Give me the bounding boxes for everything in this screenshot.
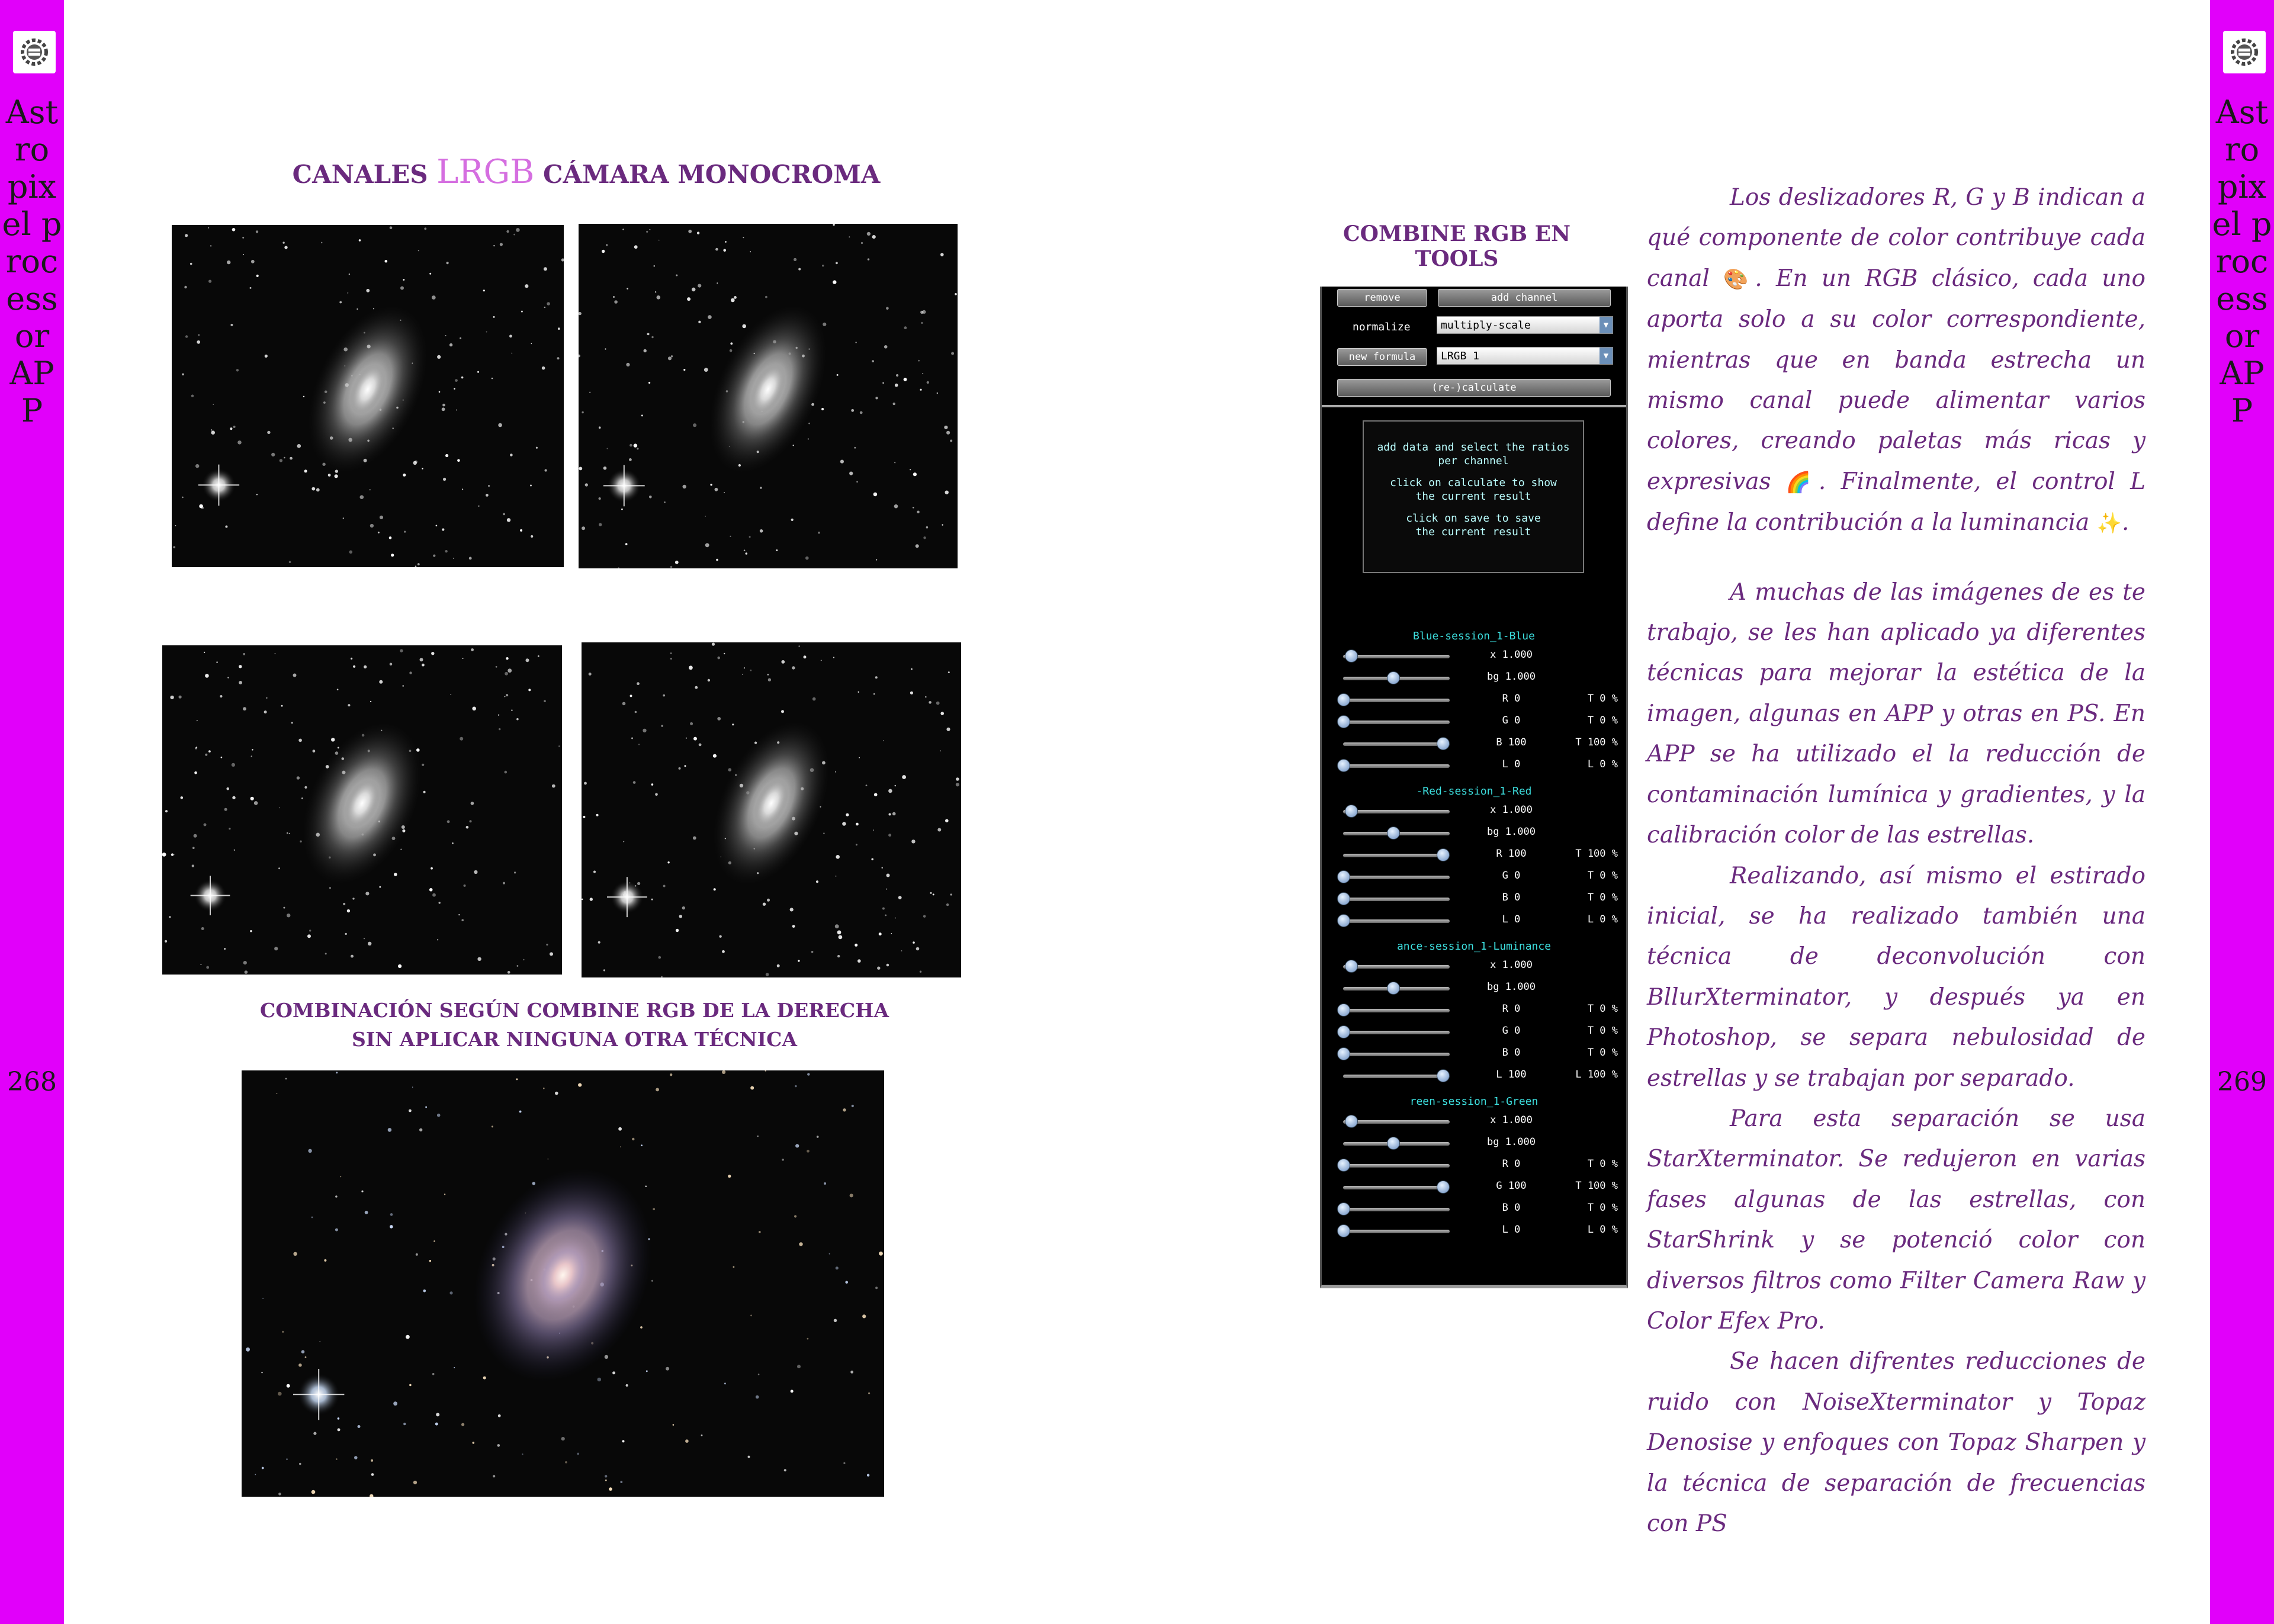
slider-value: bg 1.000 [1487, 1136, 1536, 1148]
slider-total: T 0 % [1587, 715, 1618, 726]
caption-line-2: SIN APLICAR NINGUNA OTRA TÉCNICA [351, 1028, 797, 1051]
normalize-label: normalize [1353, 321, 1411, 333]
left-margin-bar [0, 0, 64, 1624]
normalize-select[interactable] [1437, 316, 1613, 334]
slider-handle[interactable] [1387, 827, 1400, 840]
slider-row [1322, 692, 1626, 708]
galaxy-image-combined [242, 1070, 884, 1497]
slider-handle[interactable] [1345, 1115, 1358, 1128]
remove-button[interactable]: remove [1337, 289, 1427, 307]
slider-handle[interactable] [1337, 1047, 1350, 1060]
slider-value: G 100 [1496, 1180, 1527, 1192]
slider-track[interactable] [1343, 764, 1450, 768]
slider-row [1322, 980, 1626, 996]
slider-value: R 0 [1502, 1158, 1521, 1170]
slider-track[interactable] [1343, 1031, 1450, 1034]
slider-row [1322, 1157, 1626, 1173]
panel-divider [1322, 405, 1626, 407]
right-margin-bar [2210, 0, 2274, 1624]
slider-total: L 0 % [1587, 758, 1618, 770]
slider-row [1322, 1002, 1626, 1018]
page-title-left [225, 153, 948, 191]
slider-value: B 0 [1502, 1047, 1521, 1059]
slider-track[interactable] [1343, 854, 1450, 857]
slider-handle[interactable] [1387, 1137, 1400, 1150]
slider-value: G 0 [1502, 870, 1521, 882]
slider-row [1322, 825, 1626, 841]
slider-total: T 100 % [1575, 848, 1618, 860]
slider-total: T 0 % [1587, 1158, 1618, 1170]
slider-track[interactable] [1343, 1208, 1450, 1211]
chevron-down-icon: ▼ [1599, 317, 1613, 333]
info-line: the current result [1415, 490, 1531, 503]
slider-value: B 100 [1496, 737, 1527, 748]
slider-track[interactable] [1343, 1120, 1450, 1124]
info-line: click on calculate to show [1390, 477, 1557, 489]
slider-track[interactable] [1343, 1075, 1450, 1078]
slider-value: bg 1.000 [1487, 671, 1536, 683]
slider-track[interactable] [1343, 898, 1450, 901]
slider-handle[interactable] [1337, 693, 1350, 706]
new-formula-button[interactable]: new formula [1337, 348, 1427, 366]
para1-text-a: Los deslizadores R, G y B indican a qué componente de color contribuye cada canal [1647, 184, 2145, 292]
slider-handle[interactable] [1337, 892, 1350, 905]
slider-row [1322, 803, 1626, 819]
heading-text-2: CÁMARA MONOCROMA [534, 160, 881, 189]
slider-value: L 0 [1502, 914, 1521, 925]
slider-track[interactable] [1343, 699, 1450, 702]
paragraph-5: Se hacen difrentes reducciones de ruido con NoiseXterminator y Topaz Denosise y enfoques con Topaz Sharpen y la técnica de separación de frecuencias con PS [1647, 1348, 2145, 1537]
galaxy-image-red [579, 224, 958, 568]
slider-total: T 0 % [1587, 892, 1618, 903]
heading-lrgb: LRGB [436, 153, 535, 191]
formula-value: LRGB 1 [1441, 350, 1480, 362]
info-line: click on save to save [1406, 512, 1541, 525]
slider-value: x 1.000 [1490, 649, 1533, 661]
body-text [1647, 178, 2145, 1544]
paragraph-4: Para esta separación se usa StarXterminator. Se redujeron en varias fases algunas de las estrellas, con StarShrink y se potenció color con diversos filtros como Filter Camera Raw y Color Efex Pro. [1647, 1105, 2145, 1334]
page-number-left: 268 [7, 1067, 57, 1097]
paragraph-1 [1647, 178, 2145, 544]
slider-handle[interactable] [1337, 1004, 1350, 1017]
slider-row [1322, 735, 1626, 752]
info-line: add data and select the ratios [1377, 441, 1570, 454]
gear-logo-icon [2223, 31, 2266, 73]
slider-total: L 0 % [1587, 914, 1618, 925]
slider-row [1322, 869, 1626, 885]
slider-handle[interactable] [1437, 848, 1450, 861]
slider-handle[interactable] [1437, 737, 1450, 750]
slider-track[interactable] [1343, 721, 1450, 724]
slider-value: x 1.000 [1490, 1114, 1533, 1126]
slider-row [1322, 713, 1626, 730]
slider-value: B 0 [1502, 1202, 1521, 1214]
caption-line-1: COMBINACIÓN SEGÚN COMBINE RGB DE LA DERECHA [260, 999, 889, 1022]
slider-total: T 0 % [1587, 1202, 1618, 1214]
slider-value: bg 1.000 [1487, 981, 1536, 993]
slider-track[interactable] [1343, 876, 1450, 879]
channel-name: -Red-session_1-Red [1416, 785, 1532, 797]
palette-icon: 🎨 [1723, 267, 1755, 291]
slider-total: L 0 % [1587, 1224, 1618, 1236]
slider-value: B 0 [1502, 892, 1521, 903]
slider-value: x 1.000 [1490, 959, 1533, 971]
info-line: per channel [1438, 455, 1509, 467]
slider-total: L 100 % [1575, 1069, 1618, 1080]
slider-track[interactable] [1343, 965, 1450, 969]
combine-rgb-panel [1320, 287, 1628, 1288]
channel-name: reen-session_1-Green [1409, 1095, 1539, 1108]
slider-track[interactable] [1343, 655, 1450, 658]
channel-name: Blue-session_1-Blue [1413, 630, 1535, 642]
add-channel-button[interactable]: add channel [1438, 289, 1611, 307]
slider-handle[interactable] [1345, 649, 1358, 663]
chevron-down-icon: ▼ [1599, 348, 1613, 364]
slider-value: R 100 [1496, 848, 1527, 860]
slider-row [1322, 890, 1626, 907]
slider-handle[interactable] [1345, 805, 1358, 818]
page-number-right: 269 [2217, 1067, 2267, 1097]
formula-select[interactable] [1437, 347, 1613, 365]
slider-row [1322, 1223, 1626, 1239]
slider-handle[interactable] [1387, 982, 1400, 995]
slider-track[interactable] [1343, 742, 1450, 746]
rainbow-icon: 🌈 [1785, 470, 1819, 494]
page-title-right: COMBINE RGB EN TOOLS [1343, 221, 1570, 271]
slider-value: G 0 [1502, 1025, 1521, 1037]
slider-handle[interactable] [1387, 671, 1400, 684]
slider-handle[interactable] [1337, 1202, 1350, 1215]
para1-text-b: . En un RGB clásico, cada uno aporta solo a su color correspondiente, mientras que en banda estrecha un mismo canal puede alimentar varios colores, creando paletas más ricas y expresivas [1647, 265, 2145, 495]
slider-track[interactable] [1343, 1053, 1450, 1056]
galaxy-image-luminance [172, 225, 564, 567]
slider-row [1322, 847, 1626, 863]
slider-total: T 0 % [1587, 870, 1618, 882]
info-box [1363, 420, 1584, 573]
galaxy-image-green [162, 645, 562, 975]
slider-handle[interactable] [1437, 1181, 1450, 1194]
slider-row [1322, 670, 1626, 686]
galaxy-image-blue [582, 642, 961, 977]
slider-handle[interactable] [1337, 870, 1350, 883]
slider-value: bg 1.000 [1487, 826, 1536, 838]
slider-total: T 0 % [1587, 1025, 1618, 1037]
slider-handle[interactable] [1437, 1069, 1450, 1082]
slider-handle[interactable] [1345, 960, 1358, 973]
combination-caption [225, 996, 924, 1054]
slider-track[interactable] [1343, 810, 1450, 813]
sparkles-icon: ✨ [2096, 512, 2122, 536]
gear-logo-icon [13, 31, 56, 73]
slider-row [1322, 1201, 1626, 1217]
slider-row [1322, 1046, 1626, 1062]
para1-text-d: . [2122, 509, 2130, 536]
slider-total: T 0 % [1587, 693, 1618, 705]
slider-track[interactable] [1343, 1230, 1450, 1233]
slider-row [1322, 1067, 1626, 1084]
sidebar-title: Astro pixel processor APP [2, 94, 62, 429]
sidebar-title: Astro pixel processor APP [2212, 94, 2272, 429]
slider-handle[interactable] [1337, 715, 1350, 728]
slider-total: T 0 % [1587, 1003, 1618, 1015]
slider-value: x 1.000 [1490, 804, 1533, 816]
slider-value: L 100 [1496, 1069, 1527, 1080]
slider-track[interactable] [1343, 1186, 1450, 1189]
slider-handle[interactable] [1337, 759, 1350, 772]
slider-handle[interactable] [1337, 914, 1350, 927]
slider-value: L 0 [1502, 758, 1521, 770]
slider-row [1322, 958, 1626, 975]
para1-text-c: . Finalmente, el control L define la contribución a la luminancia [1647, 468, 2146, 536]
slider-handle[interactable] [1337, 1159, 1350, 1172]
slider-row [1322, 757, 1626, 774]
slider-value: L 0 [1502, 1224, 1521, 1236]
slider-handle[interactable] [1337, 1025, 1350, 1038]
slider-total: T 100 % [1575, 737, 1618, 748]
info-line: the current result [1415, 526, 1531, 538]
slider-row [1322, 1135, 1626, 1152]
slider-value: G 0 [1502, 715, 1521, 726]
slider-row [1322, 1113, 1626, 1130]
slider-row [1322, 1179, 1626, 1195]
normalize-value: multiply-scale [1441, 319, 1531, 332]
paragraph-2: A muchas de las imágenes de es te trabajo, se les han aplicado ya diferentes técnicas para mejorar la estética de la imagen, algunas en APP y otras en PS. En APP se ha utilizado el la reducción de contaminación lumínica y gradientes, y la calibración color de las estrellas. [1647, 578, 2145, 849]
slider-handle[interactable] [1337, 1224, 1350, 1237]
slider-total: T 100 % [1575, 1180, 1618, 1192]
slider-track[interactable] [1343, 1009, 1450, 1012]
slider-value: R 0 [1502, 1003, 1521, 1015]
slider-track[interactable] [1343, 919, 1450, 923]
slider-value: R 0 [1502, 693, 1521, 705]
slider-row [1322, 912, 1626, 929]
slider-total: T 0 % [1587, 1047, 1618, 1059]
slider-track[interactable] [1343, 1164, 1450, 1168]
slider-row [1322, 1024, 1626, 1040]
channel-name: ance-session_1-Luminance [1396, 940, 1552, 953]
paragraph-3: Realizando, así mismo el estirado inicial, se ha realizado también una técnica de deconvolución con BllurXterminator, y después ya en Photoshop, se separa nebulosidad de estrellas y se trabajan por separado. [1647, 862, 2145, 1092]
heading-text-1: CANALES [292, 160, 437, 189]
slider-row [1322, 648, 1626, 664]
recalculate-button[interactable]: (re-)calculate [1337, 379, 1611, 397]
